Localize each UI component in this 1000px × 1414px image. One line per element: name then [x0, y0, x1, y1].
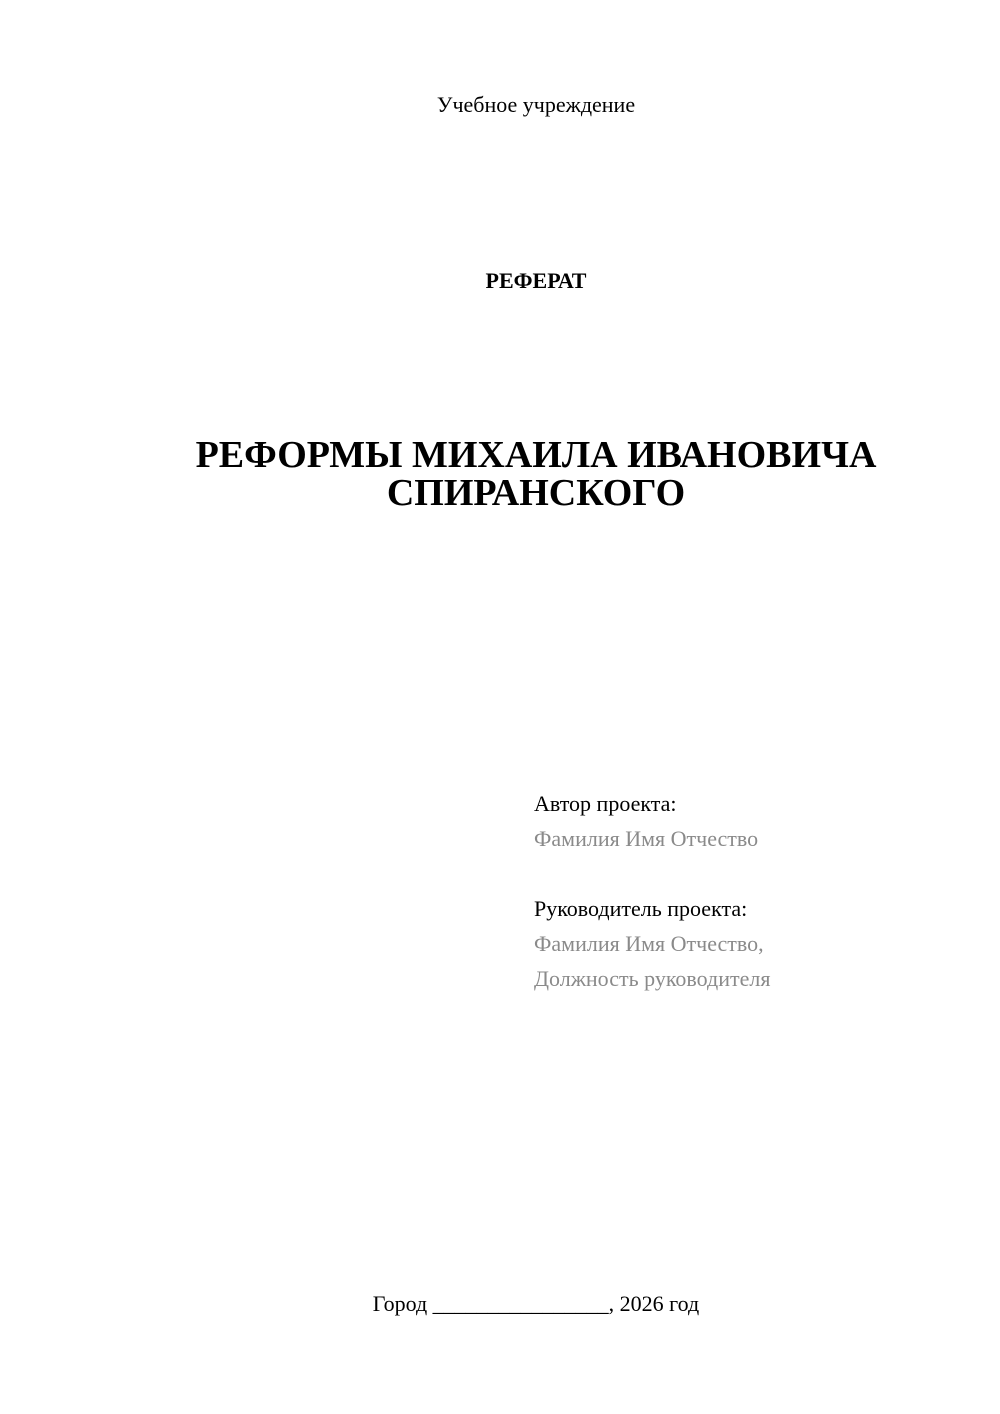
document-type: РЕФЕРАТ [485, 268, 587, 293]
supervisor-name: Фамилия Имя Отчество, [534, 931, 764, 956]
supervisor-label: Руководитель проекта: [534, 896, 748, 921]
author-block [534, 786, 758, 856]
author-label: Автор проекта: [534, 791, 677, 816]
institution-name: Учебное учреждение [436, 92, 636, 117]
supervisor-position: Должность руководителя [534, 966, 771, 991]
city-year-footer: Город ________________, 2026 год [372, 1291, 700, 1316]
title-line-1: РЕФОРМЫ МИХАИЛА ИВАНОВИЧА [195, 434, 877, 476]
supervisor-block [534, 891, 770, 996]
title-line-2: СПИРАНСКОГО [386, 472, 686, 514]
document-title [136, 436, 936, 512]
author-name: Фамилия Имя Отчество [534, 826, 759, 851]
